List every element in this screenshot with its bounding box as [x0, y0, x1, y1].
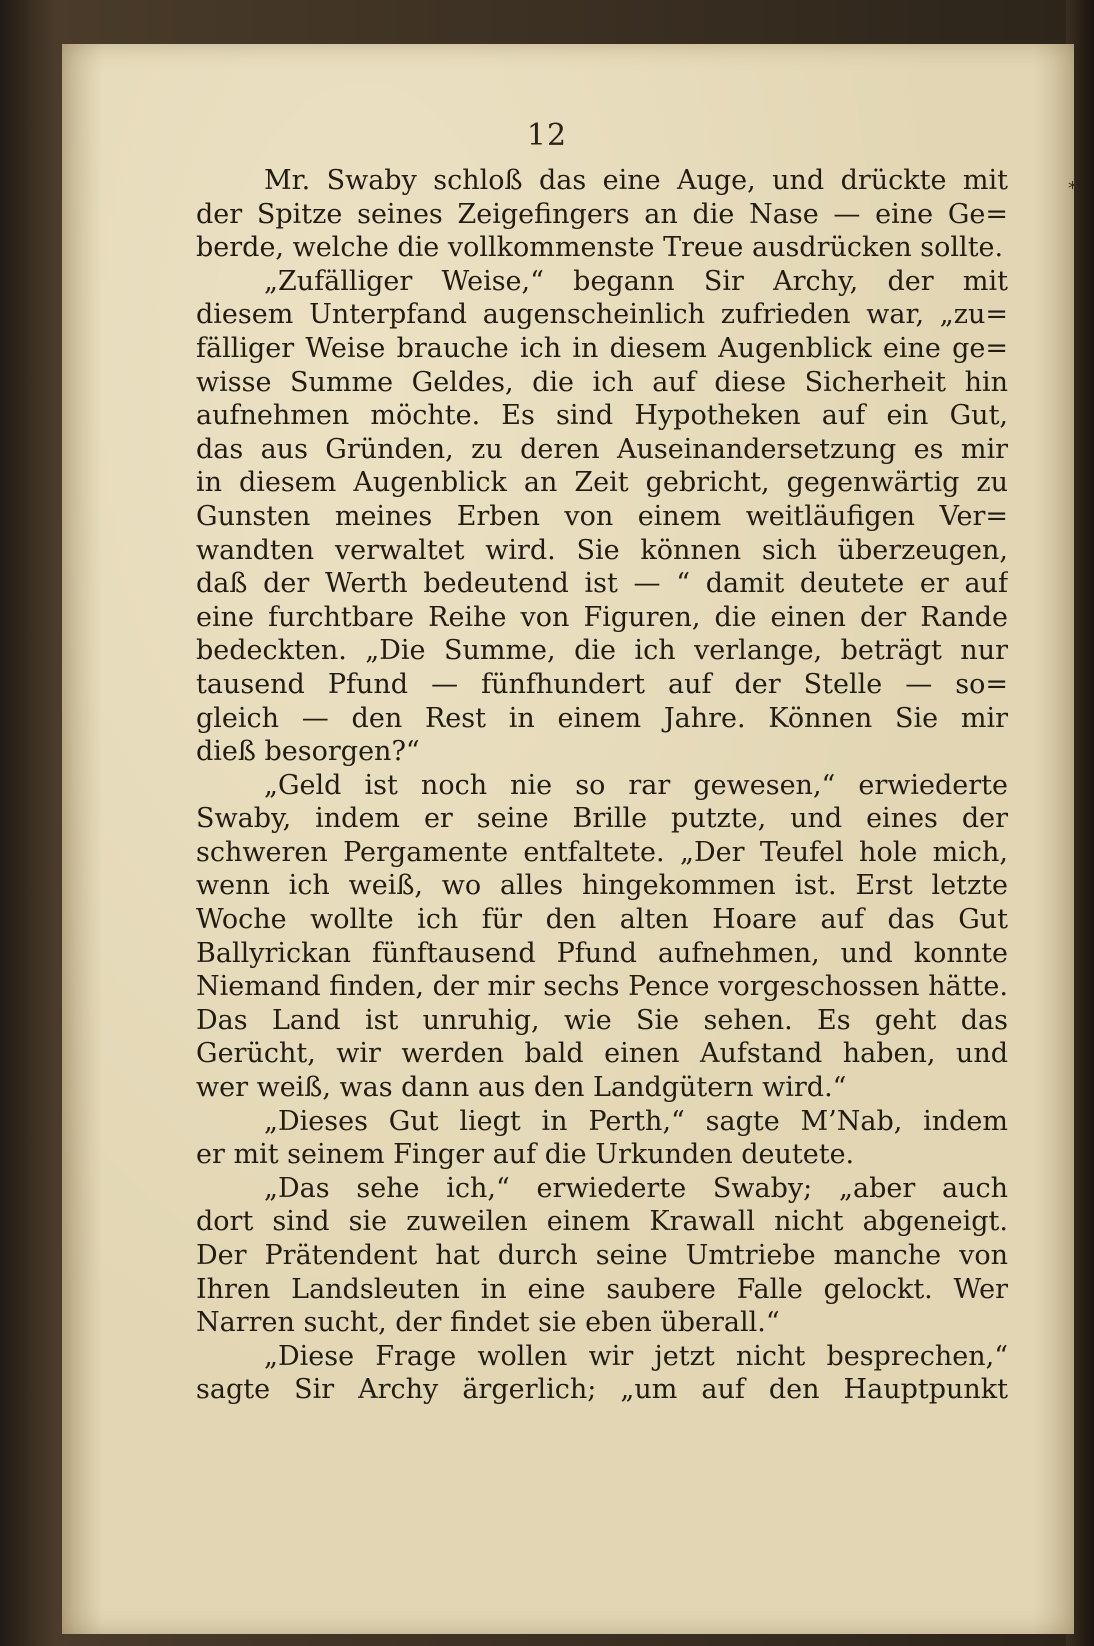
- text-line: daß der Werth bedeutend ist — “ damit deutete er auf: [196, 568, 1008, 600]
- text-line: das aus Gründen, zu deren Auseinandersetzung es mir: [196, 433, 1008, 465]
- text-line: Gunsten meines Erben von einem weitläufigen Ver=: [196, 500, 1008, 532]
- text-line: Ballyrickan fünftausend Pfund aufnehmen, und konnte: [196, 937, 1008, 969]
- text-line: schweren Pergamente entfaltete. „Der Teufel hole mich,: [196, 836, 1008, 868]
- text-line: „Zufälliger Weise,“ begann Sir Archy, der mit: [264, 265, 1008, 297]
- text-line: Niemand finden, der mir sechs Pence vorgeschossen hätte.: [196, 971, 1008, 1003]
- text-line: tausend Pfund — fünfhundert auf der Stelle — so=: [196, 668, 1008, 700]
- text-line: er mit seinem Finger auf die Urkunden deutete.: [196, 1139, 855, 1171]
- text-line: Narren sucht, der findet sie eben überall.“: [196, 1307, 780, 1339]
- page-number: 12: [526, 118, 568, 153]
- text-line: dort sind sie zuweilen einem Krawall nicht abgeneigt.: [196, 1206, 1008, 1238]
- text-line: gleich — den Rest in einem Jahre. Können Sie mir: [196, 702, 1008, 734]
- text-line: Gerücht, wir werden bald einen Aufstand haben, und: [196, 1038, 1008, 1070]
- text-line: wer weiß, was dann aus den Landgütern wird.“: [196, 1072, 847, 1104]
- text-line: berde, welche die vollkommenste Treue ausdrücken sollte.: [196, 232, 1004, 264]
- text-line: eine furchtbare Reihe von Figuren, die einen der Rande: [196, 601, 1008, 633]
- text-line: in diesem Augenblick an Zeit gebricht, gegenwärtig zu: [196, 467, 1008, 499]
- text-line: Woche wollte ich für den alten Hoare auf das Gut: [196, 904, 1008, 936]
- text-line: Der Prätendent hat durch seine Umtriebe manche von: [196, 1240, 1008, 1271]
- text-line: „Das sehe ich,“ erwiederte Swaby; „aber auch: [264, 1172, 1008, 1204]
- text-line: Mr. Swaby schloß das eine Auge, und drückte mit: [264, 165, 1008, 196]
- text-line: sagte Sir Archy ärgerlich; „um auf den Hauptpunkt: [196, 1374, 1008, 1406]
- text-line: „Geld ist noch nie so rar gewesen,“ erwiederte: [264, 769, 1008, 801]
- text-line: wandten verwaltet wird. Sie können sich überzeugen,: [196, 534, 1008, 566]
- text-line: dieß besorgen?“: [196, 736, 420, 768]
- text-line: wisse Summe Geldes, die ich auf diese Sicherheit hin: [196, 366, 1008, 398]
- body-text: [196, 164, 1008, 1407]
- text-line: fälliger Weise brauche ich in diesem Augenblick eine ge=: [196, 332, 1008, 364]
- text-line: bedeckten. „Die Summe, die ich verlange, beträgt nur: [196, 635, 1008, 667]
- text-line: „Dieses Gut liegt in Perth,“ sagte M’Nab, indem: [264, 1105, 1008, 1137]
- text-line: „Diese Frage wollen wir jetzt nicht besprechen,“: [264, 1340, 1008, 1372]
- text-line: Das Land ist unruhig, wie Sie sehen. Es geht das: [196, 1004, 1008, 1036]
- text-line: der Spitze seines Zeigefingers an die Nase — eine Ge=: [196, 198, 1008, 230]
- text-line: Ihren Landsleuten in eine saubere Falle gelockt. Wer: [196, 1273, 1008, 1305]
- text-line: Swaby, indem er seine Brille putzte, und eines der: [196, 803, 1008, 835]
- text-line: wenn ich weiß, wo alles hingekommen ist. Erst letzte: [196, 870, 1008, 902]
- text-line: diesem Unterpfand augenscheinlich zufrieden war, „zu=: [196, 299, 1008, 331]
- text-line: aufnehmen möchte. Es sind Hypotheken auf ein Gut,: [196, 400, 1008, 432]
- margin-mark: *: [1068, 178, 1077, 199]
